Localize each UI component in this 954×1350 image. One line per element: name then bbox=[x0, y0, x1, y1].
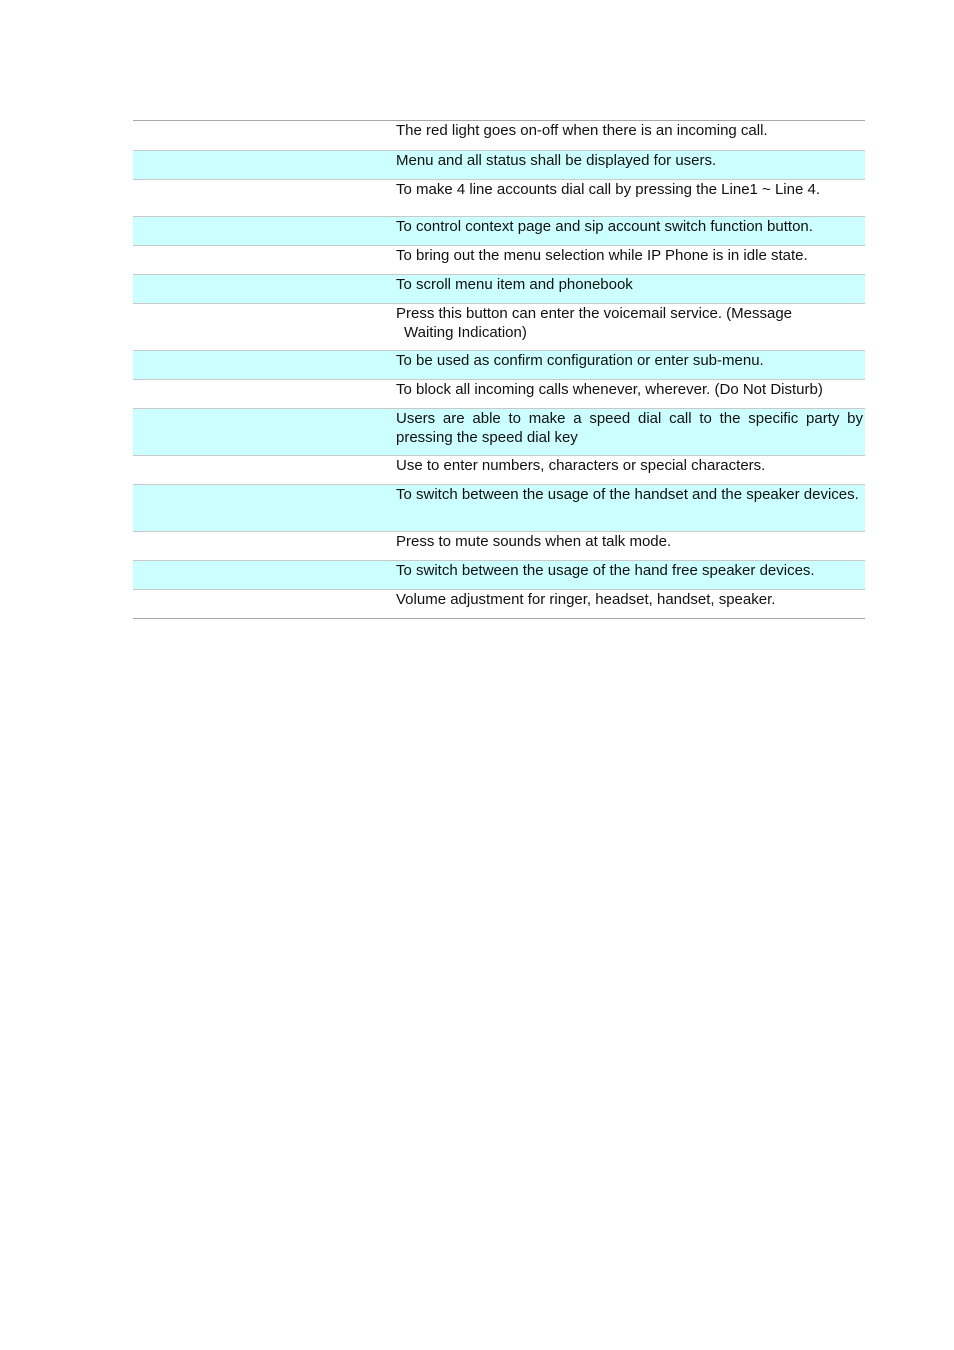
feature-name-cell bbox=[133, 181, 393, 216]
feature-description: To make 4 line accounts dial call by pressing the Line1 ~ Line 4. bbox=[396, 181, 821, 198]
feature-name-cell bbox=[133, 457, 393, 484]
feature-name-cell bbox=[133, 276, 393, 303]
table-row bbox=[133, 274, 865, 303]
feature-description: Volume adjustment for ringer, headset, handset, speaker. bbox=[396, 591, 776, 608]
feature-description: To scroll menu item and phonebook bbox=[396, 276, 633, 293]
feature-name-cell bbox=[133, 247, 393, 274]
feature-description: Menu and all status shall be displayed for users. bbox=[396, 152, 717, 169]
table-row bbox=[133, 455, 865, 484]
feature-description-line: Waiting Indication) bbox=[404, 323, 527, 341]
feature-name-cell bbox=[133, 591, 393, 618]
table-row bbox=[133, 303, 865, 350]
feature-name-cell bbox=[133, 533, 393, 560]
feature-description: To control context page and sip account switch function button. bbox=[396, 218, 813, 235]
feature-description: The red light goes on-off when there is an incoming call. bbox=[396, 122, 768, 139]
feature-description bbox=[393, 305, 865, 350]
table-row bbox=[133, 179, 865, 216]
table-row bbox=[133, 408, 865, 455]
table-row bbox=[133, 216, 865, 245]
feature-name-cell bbox=[133, 122, 393, 150]
feature-description: To bring out the menu selection while IP Phone is in idle state. bbox=[396, 247, 808, 264]
feature-name-cell bbox=[133, 562, 393, 589]
feature-name-cell bbox=[133, 410, 393, 455]
feature-name-cell bbox=[133, 352, 393, 379]
feature-description: To switch between the usage of the hand free speaker devices. bbox=[396, 562, 815, 579]
feature-description: Users are able to make a speed dial call to the specific party by pressing the speed dial key bbox=[396, 410, 863, 446]
feature-name-cell bbox=[133, 486, 393, 531]
table-row bbox=[133, 560, 865, 589]
table-row bbox=[133, 379, 865, 408]
table-row bbox=[133, 121, 865, 150]
feature-name-cell bbox=[133, 152, 393, 179]
feature-description: To block all incoming calls whenever, wherever. (Do Not Disturb) bbox=[396, 381, 823, 398]
feature-description-line: Press this button can enter the voicemail service. (Message bbox=[396, 305, 793, 322]
table-row bbox=[133, 589, 865, 618]
feature-description: Press to mute sounds when at talk mode. bbox=[396, 533, 672, 550]
table-row bbox=[133, 350, 865, 379]
feature-description: To switch between the usage of the handset and the speaker devices. bbox=[396, 486, 859, 503]
feature-name-cell bbox=[133, 305, 393, 350]
feature-table bbox=[133, 120, 865, 619]
feature-description: To be used as confirm configuration or enter sub-menu. bbox=[396, 352, 764, 369]
feature-description: Use to enter numbers, characters or special characters. bbox=[396, 457, 766, 474]
table-row bbox=[133, 245, 865, 274]
feature-name-cell bbox=[133, 381, 393, 408]
feature-name-cell bbox=[133, 218, 393, 245]
table-row bbox=[133, 150, 865, 179]
table-row bbox=[133, 484, 865, 531]
table-row bbox=[133, 531, 865, 560]
